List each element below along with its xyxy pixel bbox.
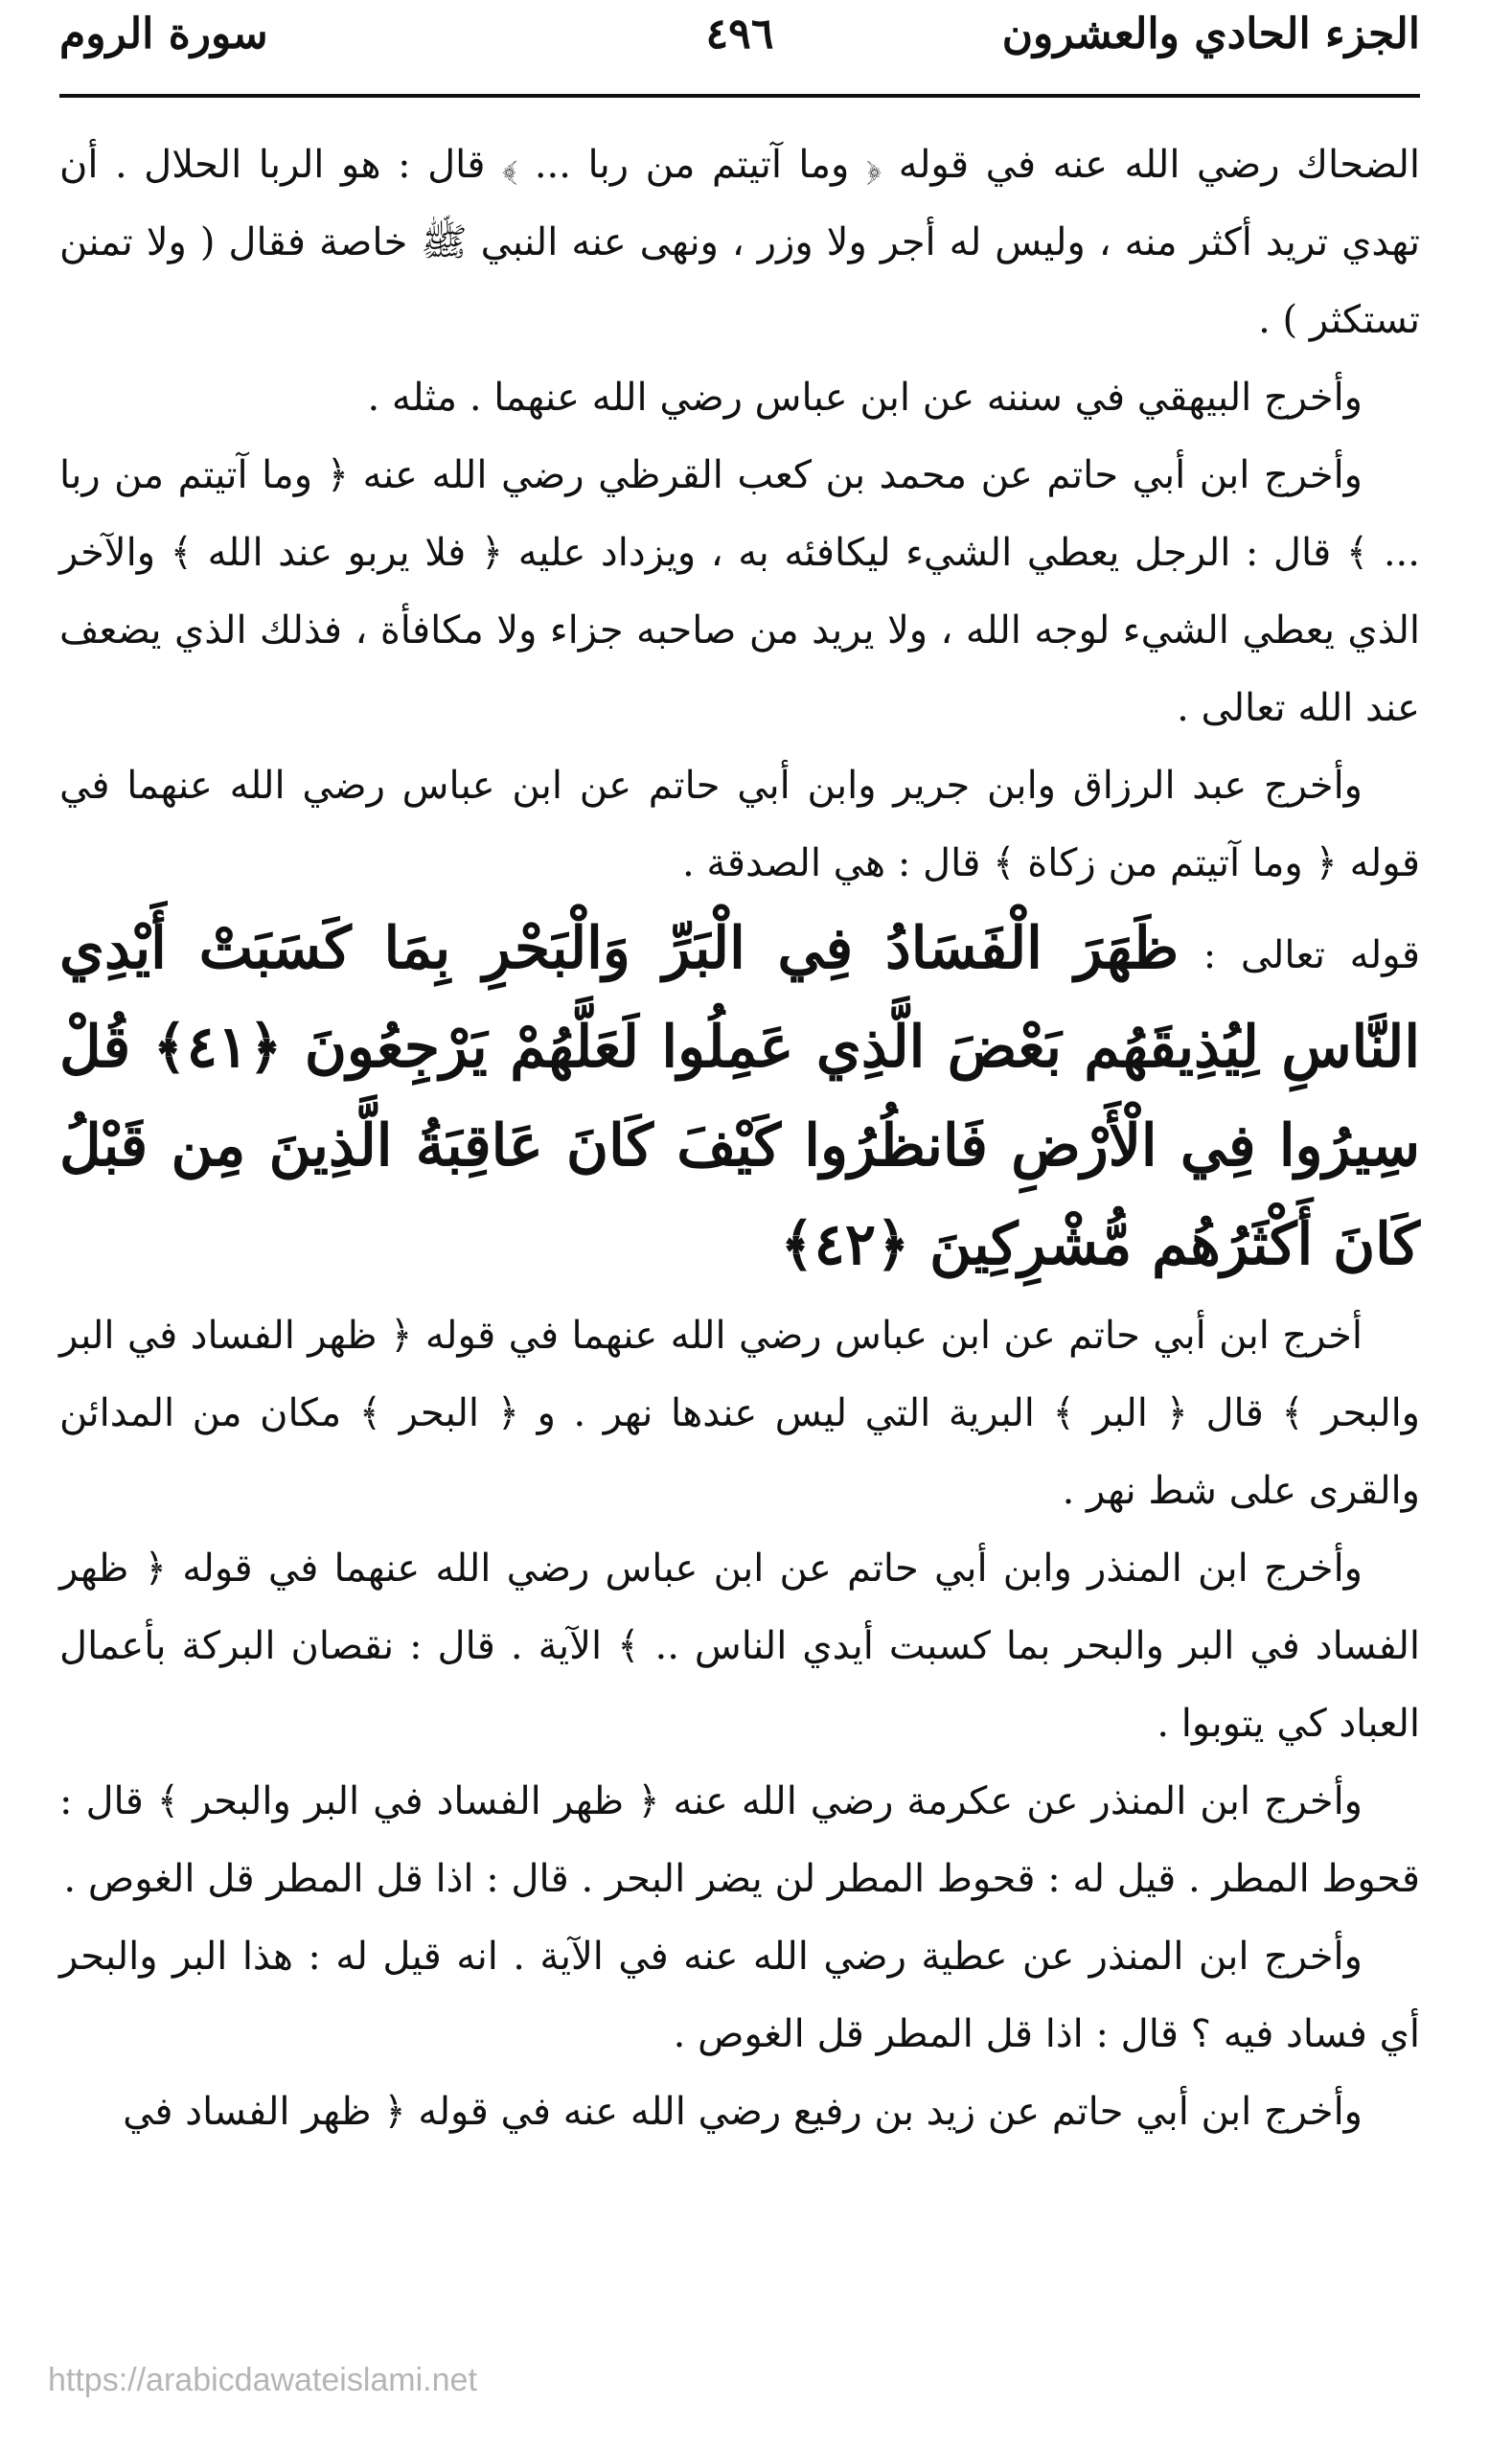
paragraph: وأخرج ابن أبي حاتم عن زيد بن رفيع رضي الله عنه في قوله ﴿ ظهر الفساد في: [123, 2090, 1363, 2134]
quran-verse-block: [59, 903, 1420, 1297]
paragraph: وأخرج ابن المنذر عن عكرمة رضي الله عنه ﴿ ظهر الفساد في البر والبحر ﴾ قال : قحوط المطر . قيل له : قحوط المطر لن يضر البحر . قال : اذا قل المطر قل الغوص .: [59, 1779, 1420, 1901]
verse-intro: قوله تعالى :: [1203, 933, 1421, 977]
surah-title: سورة الروم: [59, 10, 268, 58]
paragraph: وأخرج عبد الرزاق وابن جرير وابن أبي حاتم عن ابن عباس رضي الله عنهما في قوله ﴿ وما آتيتم من زكاة ﴾ قال : هي الصدقة .: [59, 764, 1420, 885]
paragraph: وأخرج ابن أبي حاتم عن محمد بن كعب القرظي رضي الله عنه ﴿ وما آتيتم من ربا ... ﴾ قال : الرجل يعطي الشيء ليكافئه به ، ويزداد عليه ﴿ فلا يربو عند الله ﴾ والآخر الذي يعطي الشيء لوجه الله ، ولا يريد من صاحبه جزاء ولا مكافأة ، فذلك الذي يضعف عند الله تعالى .: [59, 453, 1420, 730]
paragraph: وأخرج البيهقي في سننه عن ابن عباس رضي الله عنهما . مثله .: [367, 376, 1363, 420]
paragraph-continuation: الضحاك رضي الله عنه في قوله ﴿ وما آتيتم من ربا ... ﴾ قال : هو الربا الحلال . أن تهدي تريد أكثر منه ، وليس له أجر ولا وزر ، ونهى عنه النبي ﷺ خاصة فقال ( ولا تمنن تستكثر ) .: [59, 143, 1420, 342]
book-page: [59, 0, 1420, 2451]
page-body: [59, 126, 1420, 2151]
paragraph: وأخرج ابن المنذر عن عطية رضي الله عنه في الآية . انه قيل له : هذا البر والبحر أي فساد فيه ؟ قال : اذا قل المطر قل الغوص .: [59, 1935, 1420, 2056]
page-header: [59, 10, 1420, 77]
header-divider: [59, 94, 1420, 98]
verse-text: ظَهَرَ الْفَسَادُ فِي الْبَرِّ وَالْبَحْرِ بِمَا كَسَبَتْ أَيْدِي النَّاسِ لِيُذِيقَهُم بَعْضَ الَّذِي عَمِلُوا لَعَلَّهُمْ يَرْجِعُونَ ﴿٤١﴾ قُلْ سِيرُوا فِي الْأَرْضِ فَانظُرُوا كَيْفَ كَانَ عَاقِبَةُ الَّذِينَ مِن قَبْلُ كَانَ أَكْثَرُهُم مُّشْرِكِينَ ﴿٤٢﴾: [59, 915, 1420, 1278]
part-title: الجزء الحادي والعشرون: [1001, 10, 1420, 58]
page-number: ٤٩٦: [705, 10, 774, 58]
watermark-url: https://arabicdawateislami.net: [48, 2362, 477, 2398]
paragraph: وأخرج ابن المنذر وابن أبي حاتم عن ابن عباس رضي الله عنهما في قوله ﴿ ظهر الفساد في البر والبحر بما كسبت أيدي الناس .. ﴾ الآية . قال : نقصان البركة بأعمال العباد كي يتوبوا .: [59, 1546, 1420, 1746]
paragraph: أخرج ابن أبي حاتم عن ابن عباس رضي الله عنهما في قوله ﴿ ظهر الفساد في البر والبحر ﴾ قال ﴿ البر ﴾ البرية التي ليس عندها نهر . و ﴿ البحر ﴾ مكان من المدائن والقرى على شط نهر .: [59, 1314, 1420, 1513]
